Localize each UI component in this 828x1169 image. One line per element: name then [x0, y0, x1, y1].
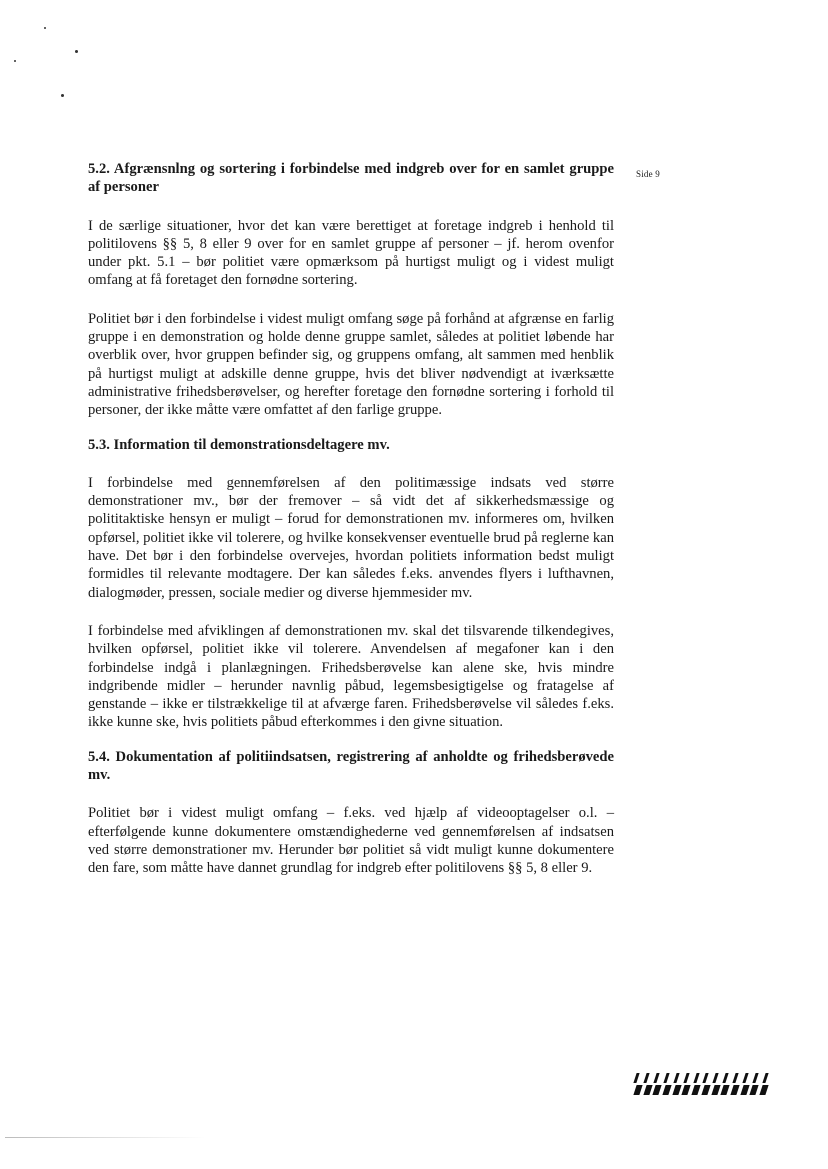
scan-speck	[44, 27, 46, 29]
scan-speck	[14, 60, 16, 62]
page-number: Side 9	[636, 169, 660, 179]
scan-speck	[75, 50, 78, 53]
paragraph: I forbindelse med afviklingen af demonstrationen mv. skal det tilsvarende tilkendegives, hvilken opførsel, politiet ikke vil tolerere. Anvendelsen af megafoner kan i den forbindelse indgå i planlægningen. Frihedsberøvelse kan alene ske, hvis mindre indgribende midler – herunder navnlig påbud, legemsbesigtigelse og fratagelse af genstande – ikke er tilstrækkelige til at afværge faren. Frihedsberøvelse vil således f.eks. ikke kunne ske, hvis politiets påbud efterkommes i den givne situation.	[88, 622, 614, 731]
paragraph: I forbindelse med gennemførelsen af den politimæssige indsats ved større demonstrationer mv., bør der fremover – så vidt det af sikkerhedsmæssige og polititaktiske hensyn er muligt – forud for demonstrationen mv. informeres om, hvilken opførsel, politiet ikke vil tolerere, og hvilke konsekvenser eventuelle brud på reglerne kan have. Det bør i den forbindelse overvejes, hvordan politiets information bedst muligt formidles til relevante modtagere. Der kan således f.eks. anvendes flyers i lufthavnen, dialogmøder, pressen, sociale medier og diverse hjemmesider mv.	[88, 474, 614, 601]
document-body	[88, 160, 614, 878]
scan-edge-line	[5, 1137, 205, 1138]
paragraph: Politiet bør i videst muligt omfang – f.eks. ved hjælp af videooptagelser o.l. – efterfølgende kunne dokumentere omstændighederne ved gennemførelsen af indsatsen ved større demonstrationer mv. Herunder bør politiet så vidt muligt kunne dokumentere den fare, som måtte have dannet grundlag for indgreb efter politilovens §§ 5, 8 eller 9.	[88, 805, 614, 877]
scan-speck	[61, 94, 64, 97]
section-heading-5-3: 5.3. Information til demonstrationsdeltagere mv.	[88, 436, 390, 453]
section-heading-5-2: 5.2. Afgrænsnlng og sortering i forbindelse med indgreb over for en samlet gruppe af personer	[88, 161, 614, 196]
barcode-mark	[635, 1073, 767, 1097]
paragraph: I de særlige situationer, hvor det kan være berettiget at foretage indgreb i henhold til politilovens §§ 5, 8 eller 9 over for en samlet gruppe af personer – jf. herom ovenfor under pkt. 5.1 – bør politiet være opmærksom på hurtigst muligt og i videst muligt omfang at få foretaget den fornødne sortering.	[88, 217, 614, 289]
section-heading-5-4: 5.4. Dokumentation af politiindsatsen, registrering af anholdte og frihedsberøvede mv.	[88, 748, 614, 784]
paragraph: Politiet bør i den forbindelse i videst muligt omfang søge på forhånd at afgrænse en farlig gruppe i en demonstration og holde denne gruppe samlet, således at politiet løbende har overblik over, hvor gruppen befinder sig, og gruppens omfang, alt sammen med henblik på hurtigst muligt at adskille denne gruppe, hvis det bliver nødvendigt at iværksætte administrative frihedsberøvelser, og herefter foretage den fornødne sortering i forhold til personer, der ikke måtte være omfattet af den farlige gruppe.	[88, 310, 614, 419]
